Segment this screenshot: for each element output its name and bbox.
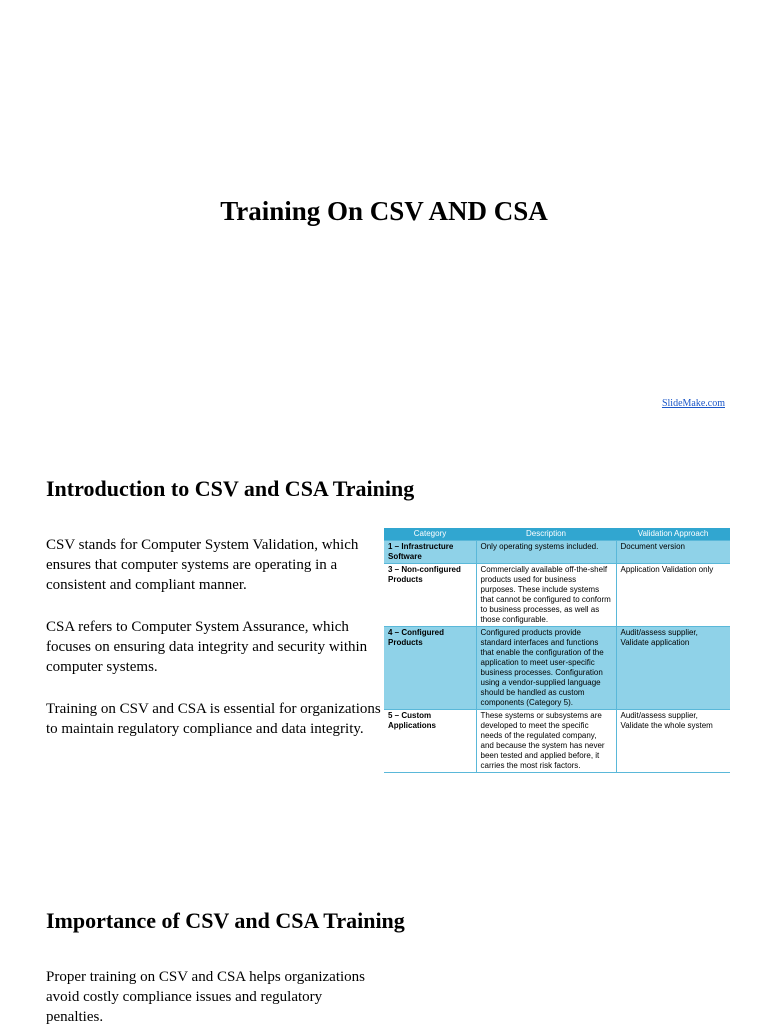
- category-cell: 5 – Custom Applications: [384, 710, 476, 773]
- column-header-category: Category: [384, 528, 476, 541]
- approach-cell: Application Validation only: [616, 564, 730, 627]
- column-header-validation-approach: Validation Approach: [616, 528, 730, 541]
- description-cell: Only operating systems included.: [476, 541, 616, 564]
- approach-cell: Audit/assess supplier, Validate the whole system: [616, 710, 730, 773]
- approach-cell: Document version: [616, 541, 730, 564]
- description-cell: Commercially available off-the-shelf products used for business purposes. These include systems that cannot be configured to conform to business processes, as well as those configurable.: [476, 564, 616, 627]
- importance-heading: Importance of CSV and CSA Training: [46, 908, 405, 933]
- intro-heading: Introduction to CSV and CSA Training: [46, 476, 415, 501]
- intro-paragraph-training: Training on CSV and CSA is essential for organizations to maintain regulatory compliance and data integrity.: [46, 701, 381, 737]
- table-row: [384, 710, 730, 773]
- table-row: [384, 541, 730, 564]
- intro-paragraph-csa: CSA refers to Computer System Assurance, which focuses on ensuring data integrity and security within computer systems.: [46, 619, 368, 675]
- description-cell: Configured products provide standard interfaces and functions that enable the configuration of the application to meet user-specific business processes. Configuration using a vendor-supplied language should be handled as custom components (Category 5).: [476, 627, 616, 710]
- description-cell: These systems or subsystems are developed to meet the specific needs of the regulated company, and because the system has never been tested and applied before, it carries the most risk factors.: [476, 710, 616, 773]
- table-row: [384, 627, 730, 710]
- category-cell: 1 – Infrastructure Software: [384, 541, 476, 564]
- importance-paragraph: Proper training on CSV and CSA helps organizations avoid costly compliance issues and regulatory penalties.: [46, 969, 366, 1025]
- column-header-description: Description: [476, 528, 616, 541]
- category-cell: 4 – Configured Products: [384, 627, 476, 710]
- table-row: [384, 564, 730, 627]
- slidemake-link[interactable]: SlideMake.com: [661, 398, 725, 409]
- slide-title: Training On CSV AND CSA: [220, 196, 548, 226]
- category-cell: 3 – Non-configured Products: [384, 564, 476, 627]
- approach-cell: Audit/assess supplier, Validate application: [616, 627, 730, 710]
- gamp-category-table: [384, 528, 730, 773]
- intro-paragraph-csv: CSV stands for Computer System Validation, which ensures that computer systems are operating in a consistent and compliant manner.: [46, 537, 359, 593]
- table-header-row: [384, 528, 730, 541]
